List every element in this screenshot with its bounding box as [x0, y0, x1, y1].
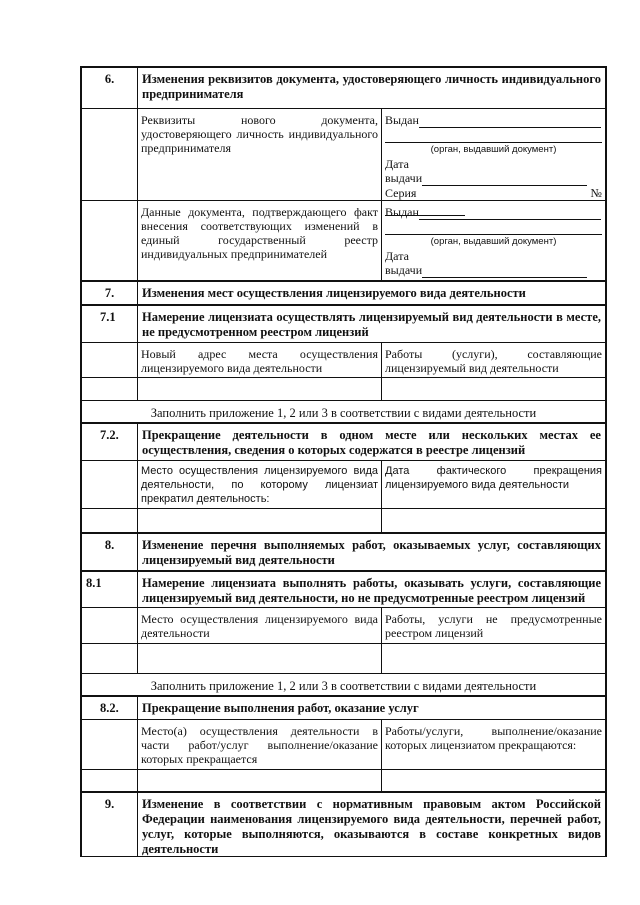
- section-7-2-header: [80, 422, 607, 460]
- number-label: №: [512, 186, 602, 200]
- new-address-label: Новый адрес места осуществления лицензируемого вида деятельности: [138, 343, 382, 377]
- section-7-2-columns: [80, 460, 607, 508]
- activity-place-label: Место осуществления лицензируемого вида деятельности: [138, 608, 382, 643]
- works-cell[interactable]: [382, 378, 605, 400]
- section-title: Изменения реквизитов документа, удостоверяющего личность индивидуального предпринимателя: [142, 72, 601, 101]
- issuer-caption: (орган, выдавший документ): [430, 236, 557, 247]
- issued-field-line-2[interactable]: [385, 128, 602, 143]
- issued-field-line-2[interactable]: [385, 220, 602, 235]
- section-8-2-header: [80, 695, 607, 719]
- fill-appendix-note: Заполнить приложение 1, 2 или 3 в соответствии с видами деятельности: [150, 679, 537, 693]
- section-8-header: [80, 532, 607, 570]
- issue-label: выдачи: [385, 171, 423, 185]
- section-8-1-note-row: [80, 673, 607, 695]
- series-label: Серия: [385, 186, 417, 200]
- section-title: Прекращение деятельности в одном месте или нескольких местах ее осуществления, сведения о которых содержатся в реестре лицензий: [142, 428, 601, 457]
- section-8-2-columns: [80, 719, 607, 769]
- section-6-registry-document-row: [80, 200, 607, 280]
- new-address-cell[interactable]: [138, 378, 382, 400]
- unlisted-works-cell[interactable]: [382, 644, 605, 673]
- issue-date-field[interactable]: [422, 171, 587, 186]
- section-9-header: [80, 791, 607, 857]
- issued-field[interactable]: [419, 205, 601, 220]
- section-7-1-columns: [80, 342, 607, 377]
- section-6-header: [80, 66, 607, 108]
- section-7-1-note-row: [80, 400, 607, 422]
- date-label: Дата: [385, 157, 409, 171]
- section-title: Изменение в соответствии с нормативным правовым актом Российской Федерации наименования лицензируемого вида деятельности, перечней работ, услуг, которые выполняются, оказываются в составе конкретных видов деятельности: [142, 797, 601, 856]
- section-number: 7.2.: [82, 424, 138, 460]
- section-7-header: [80, 280, 607, 304]
- issue-label: выдачи: [385, 263, 423, 277]
- registry-document-fields: [382, 201, 605, 280]
- activity-place-cell[interactable]: [138, 644, 382, 673]
- series-field[interactable]: [416, 186, 512, 201]
- section-7-2-blank-row: [80, 508, 607, 532]
- section-8-2-blank-row: [80, 769, 607, 791]
- section-title: Изменения мест осуществления лицензируемого вида деятельности: [142, 286, 526, 300]
- section-title: Намерение лицензиата выполнять работы, оказывать услуги, составляющие лицензируемый вид деятельности, но не предусмотренные реестром лицензий: [142, 576, 601, 605]
- section-8-1-header: [80, 570, 607, 607]
- section-6-new-document-row: [80, 108, 607, 200]
- section-8-1-columns: [80, 607, 607, 643]
- section-number: 7.: [82, 282, 138, 304]
- new-document-label: Реквизиты нового документа, удостоверяющего личность индивидуального предпринимателя: [138, 109, 382, 200]
- ceased-date-cell[interactable]: [382, 509, 605, 532]
- section-title: Намерение лицензиата осуществлять лицензируемый вид деятельности в месте, не предусмотренном реестром лицензий: [142, 310, 601, 339]
- section-8-1-blank-row: [80, 643, 607, 673]
- section-number: 8.1: [82, 572, 138, 607]
- stopped-works-cell[interactable]: [382, 770, 605, 791]
- section-7-1-blank-row: [80, 377, 607, 400]
- stopped-place-label: Место(а) осуществления деятельности в части работ/услуг выполнение/оказание которых прекращается: [138, 720, 382, 769]
- section-number: 6.: [82, 68, 138, 108]
- stopped-place-cell[interactable]: [138, 770, 382, 791]
- ceased-place-cell[interactable]: [138, 509, 382, 532]
- section-7-1-header: [80, 304, 607, 342]
- section-title: Изменение перечня выполняемых работ, оказываемых услуг, составляющих лицензируемый вид деятельности: [142, 538, 601, 567]
- issue-date-field[interactable]: [422, 263, 587, 278]
- issued-label: Выдан: [385, 113, 419, 127]
- issued-label: Выдан: [385, 205, 419, 219]
- section-number: 8.: [82, 534, 138, 570]
- issuer-caption: (орган, выдавший документ): [430, 144, 557, 155]
- ceased-date-label: Дата фактического прекращения лицензируемого вида деятельности: [385, 465, 602, 491]
- section-number: 9.: [82, 793, 138, 856]
- issued-field[interactable]: [419, 113, 601, 128]
- stopped-works-label: Работы/услуги, выполнение/оказание которых лицензиатом прекращаются:: [385, 724, 602, 752]
- license-change-form: [80, 66, 607, 857]
- fill-appendix-note: Заполнить приложение 1, 2 или 3 в соответствии с видами деятельности: [150, 406, 537, 420]
- registry-document-label: Данные документа, подтверждающего факт внесения соответствующих изменений в единый государственный реестр индивидуальных предпринимателей: [138, 201, 382, 280]
- new-document-fields: [382, 109, 605, 200]
- section-number: 7.1: [82, 306, 138, 342]
- works-label: Работы (услуги), составляющие лицензируемый вид деятельности: [385, 347, 602, 375]
- unlisted-works-label: Работы, услуги не предусмотренные реестром лицензий: [385, 612, 602, 640]
- date-label: Дата: [385, 249, 409, 263]
- section-title: Прекращение выполнения работ, оказание услуг: [142, 701, 419, 715]
- section-number: 8.2.: [82, 697, 138, 719]
- ceased-place-label: Место осуществления лицензируемого вида деятельности, по которому лицензиат прекратил деятельность:: [138, 461, 382, 508]
